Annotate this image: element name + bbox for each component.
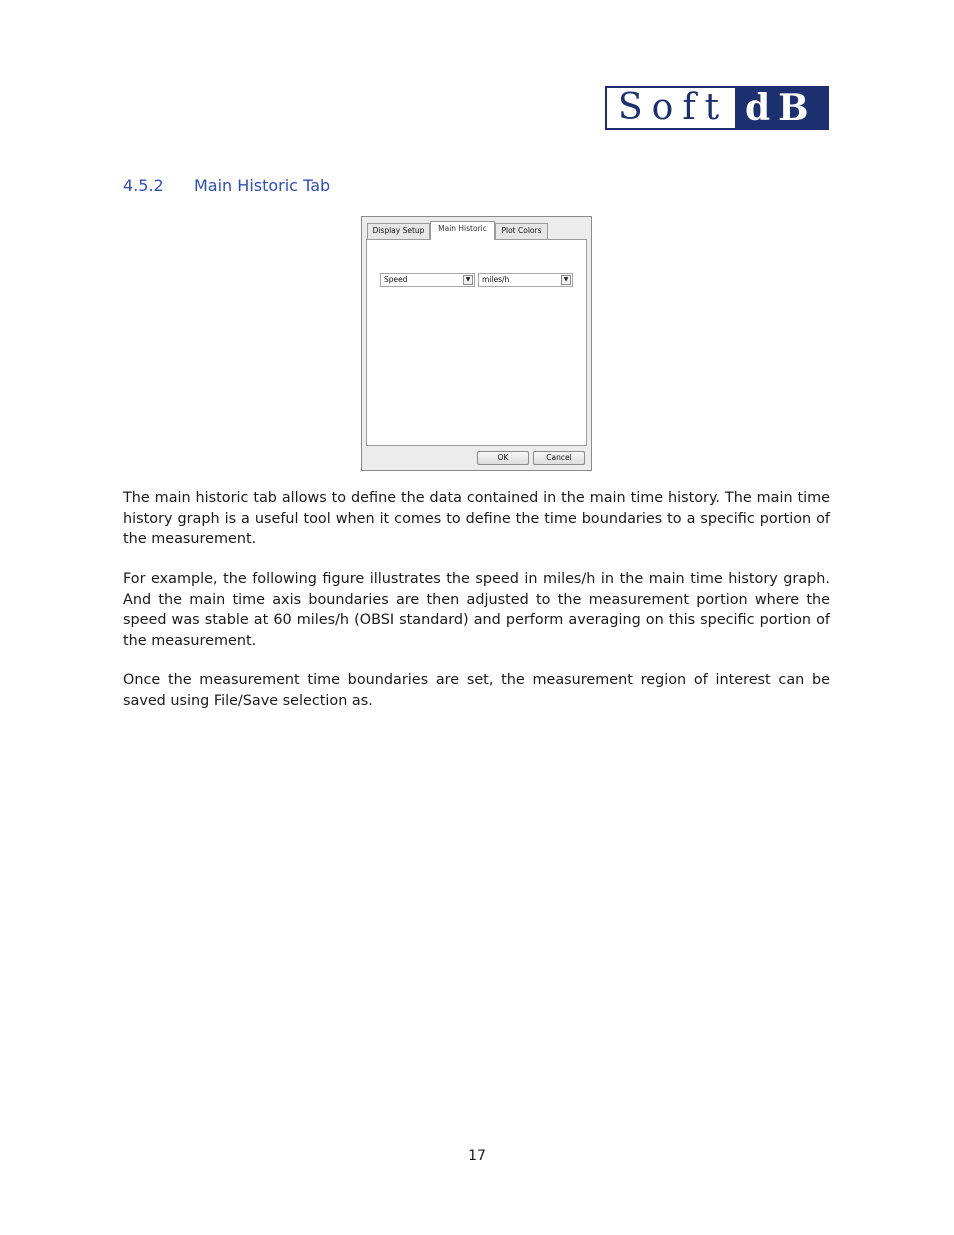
paragraph-main-historic: The main historic tab allows to define the data contained in the main time history. The main time history graph is a useful tool when it comes to define the time boundaries to a specific portion of the measurement.: [123, 490, 830, 548]
chevron-down-icon[interactable]: ▼: [463, 275, 473, 285]
quantity-select[interactable]: [380, 273, 475, 287]
cancel-button[interactable]: Cancel: [533, 451, 585, 465]
settings-dialog: [361, 216, 592, 471]
tab-display-setup[interactable]: Display Setup: [367, 223, 430, 239]
tab-plot-colors[interactable]: Plot Colors: [495, 223, 548, 239]
unit-select[interactable]: [478, 273, 573, 287]
section-heading: [123, 176, 330, 195]
logo-text-soft: Soft: [607, 88, 735, 128]
tab-main-historic[interactable]: Main Historic: [430, 221, 495, 240]
section-number: 4.5.2: [123, 176, 164, 195]
section-title: Main Historic Tab: [194, 176, 331, 195]
unit-select-value: miles/h: [482, 275, 510, 284]
main-historic-panel: [366, 239, 587, 446]
paragraph-example: For example, the following figure illustrates the speed in miles/h in the main time history graph. And the main time axis boundaries are then adjusted to the measurement portion where the speed was stable at 60 miles/h (OBSI standard) and perform averaging on this specific portion of the measurement.: [123, 571, 830, 650]
logo-text-db: dB: [735, 88, 827, 128]
ok-button[interactable]: OK: [477, 451, 529, 465]
chevron-down-icon[interactable]: ▼: [561, 275, 571, 285]
softdb-logo: [605, 86, 829, 130]
paragraph-save: Once the measurement time boundaries are set, the measurement region of interest can be saved using File/Save selection as.: [123, 672, 830, 709]
quantity-select-value: Speed: [384, 275, 408, 284]
page-number: 17: [468, 1148, 486, 1164]
